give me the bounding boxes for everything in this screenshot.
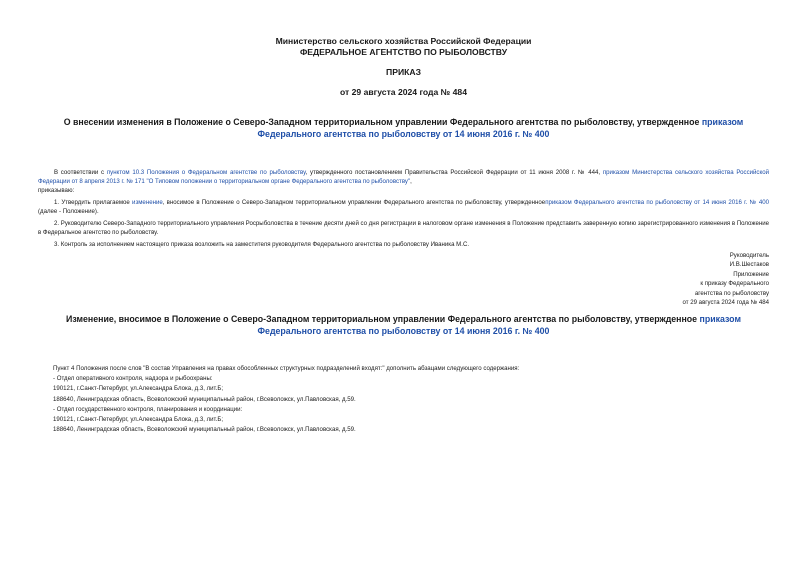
- appendix-line-4: от 29 августа 2024 года № 484: [682, 299, 769, 307]
- item-3-paragraph: 3. Контроль за исполнением настоящего приказа возложить на заместителя руководителя Федерального агентства по рыболовству Иваника М.С.: [54, 241, 470, 248]
- item-1-link-order[interactable]: приказом Федерального агентства по рыболовству от 14 июня 2016 г. № 400: [545, 199, 769, 206]
- item-1-text-c: (далее - Положение).: [38, 207, 99, 215]
- order-title: [40, 116, 767, 140]
- change-title: [40, 313, 767, 337]
- change-line: Пункт 4 Положения после слов "В состав Управления на правах обособленных структурных подразделений входят:" дополнить абзацами следующего содержания:: [53, 365, 520, 372]
- preamble-paragraph: [38, 169, 769, 186]
- ministry-name: Министерство сельского хозяйства Российской Федерации: [275, 36, 532, 46]
- appendix-line-1: Приложение: [733, 270, 769, 278]
- item-1-text-b: , вносимое в Положение о Северо-Западном территориальном управлении Федерального агентства по рыболовству, утвержденное: [162, 199, 546, 206]
- signature-role: Руководитель: [729, 252, 769, 259]
- preamble-link-order[interactable]: приказом Министерства сельского хозяйства Российской Федерации от 8 апреля 2013 г. № 171 "О Типовом положении о территориальном органе Федерального агентства по рыболовству": [38, 169, 769, 185]
- item-1-paragraph: [38, 199, 769, 216]
- doc-date: от 29 августа 2024 года № 484: [340, 87, 467, 97]
- preamble-text-b: , утвержденного постановлением Правительства Российской Федерации от 11 июня 2008 г. № 444: [305, 169, 599, 176]
- signature-block: [682, 251, 769, 307]
- change-line: 190121, г.Санкт-Петербург, ул.Александра Блока, д.3, лит.Б;: [53, 385, 224, 393]
- item-2-paragraph: 2. Руководителю Северо-Западного территориального управления Росрыболовства в течение десяти дней со дня регистрации в налоговом органе изменения в Положение представить заверенную копию зарегистрированного изменения в Положение в Федеральное агентство по рыболовству.: [38, 220, 769, 236]
- change-content: [53, 364, 753, 435]
- doc-type: ПРИКАЗ: [386, 67, 421, 77]
- preamble-link-regulation[interactable]: пунктом 10.3 Положения о Федеральном агентстве по рыболовству: [106, 169, 306, 176]
- preamble-text-a: В соответствии с: [54, 169, 107, 176]
- order-command: приказываю:: [38, 187, 75, 194]
- agency-name: ФЕДЕРАЛЬНОЕ АГЕНТСТВО ПО РЫБОЛОВСТВУ: [299, 47, 508, 57]
- change-line: 188640, Ленинградская область, Всеволожский муниципальный район, г.Всеволожск, ул.Павловская, д.59.: [53, 395, 356, 403]
- change-title-text: Изменение, вносимое в Положение о Северо-Западном территориальном управлении Федерального агентства по рыболовству, утвержденное: [66, 314, 700, 324]
- preamble-text-c: ,: [598, 169, 603, 176]
- order-title-link[interactable]: приказом Федерального агентства по рыболовству от 14 июня 2016 г. № 400: [257, 117, 744, 139]
- change-line: 188640, Ленинградская область, Всеволожский муниципальный район, г.Всеволожск, ул.Павловская, д.59.: [53, 426, 356, 434]
- appendix-line-3: агентства по рыболовству: [694, 289, 769, 297]
- change-line: 190121, г.Санкт-Петербург, ул.Александра Блока, д.3, лит.Б;: [53, 416, 224, 424]
- change-title-link[interactable]: приказом Федерального агентства по рыболовству от 14 июня 2016 г. № 400: [257, 314, 741, 336]
- order-title-text: О внесении изменения в Положение о Северо-Западном территориальном управлении Федерального агентства по рыболовству, утвержденное: [63, 117, 702, 127]
- change-line: - Отдел государственного контроля, планирования и координации:: [53, 405, 243, 413]
- item-1-link-change[interactable]: изменение: [132, 199, 163, 206]
- appendix-line-2: к приказу Федерального: [700, 280, 769, 288]
- item-1-text-a: 1. Утвердить прилагаемое: [54, 199, 133, 206]
- preamble-text-d: ,: [410, 177, 412, 185]
- change-line: - Отдел оперативного контроля, надзора и рыбоохраны:: [53, 375, 213, 383]
- signature-name: И.В.Шестаков: [729, 261, 769, 269]
